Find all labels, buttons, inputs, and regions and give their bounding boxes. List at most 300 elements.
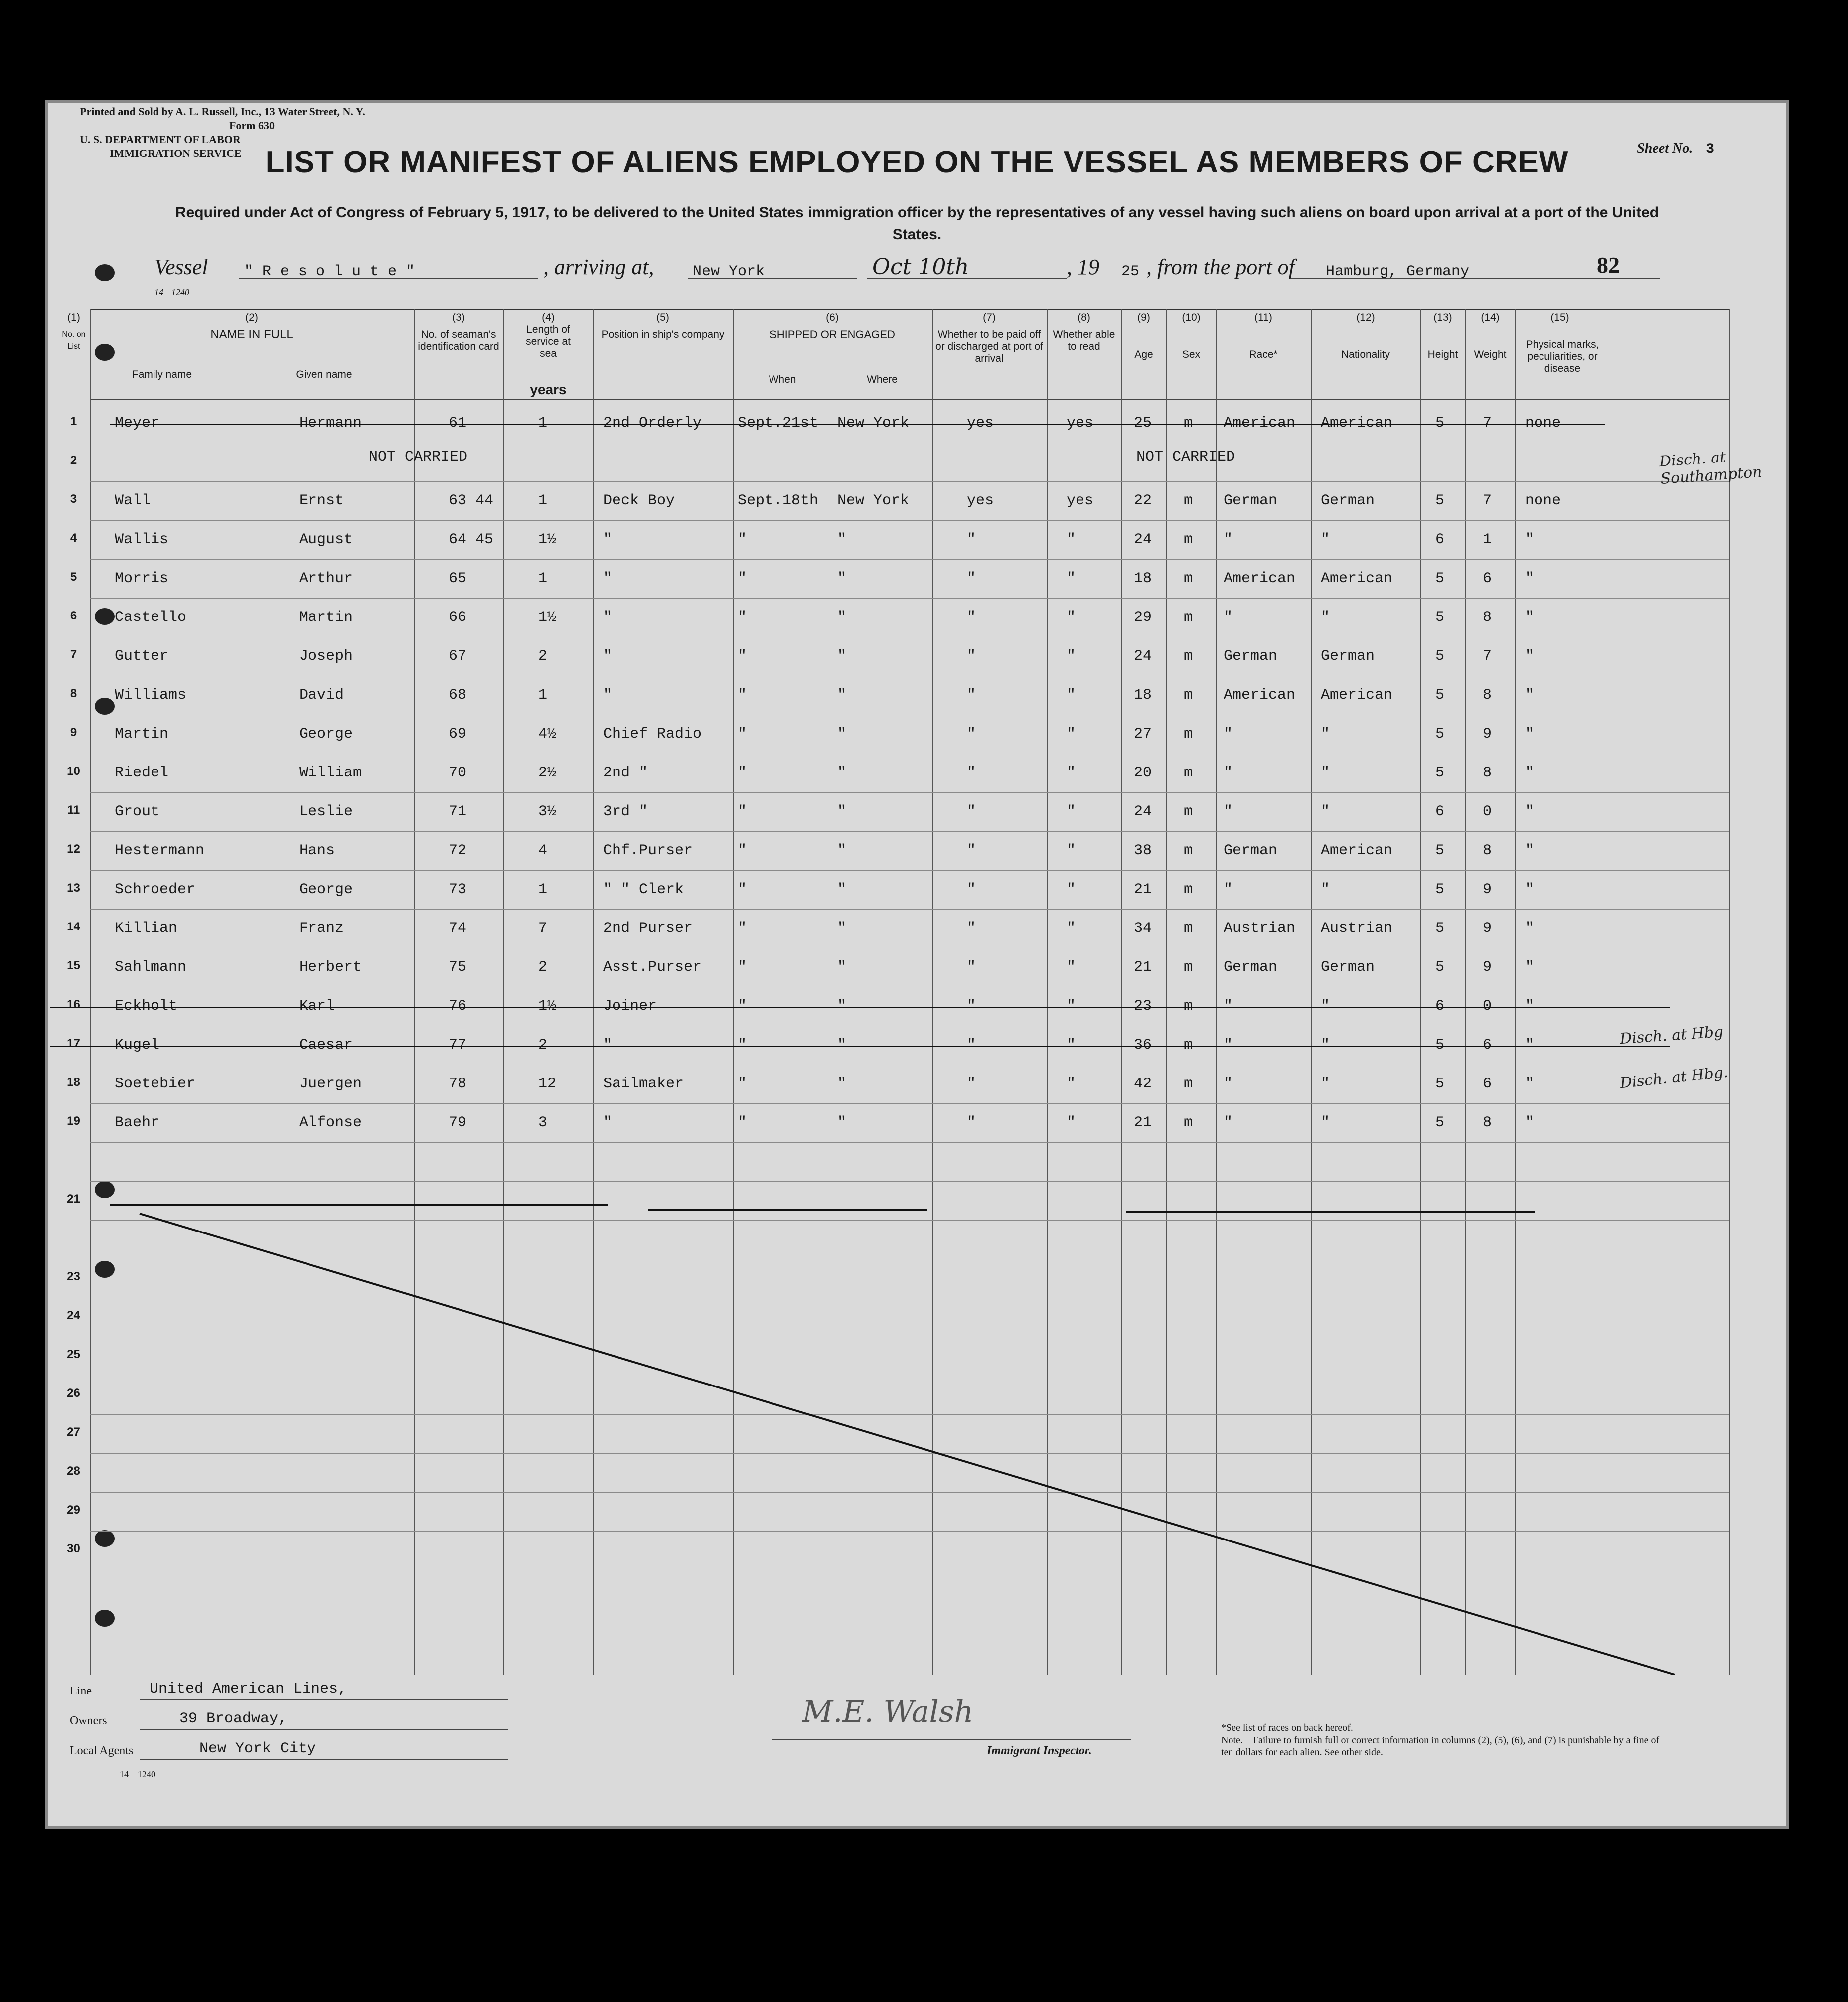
- cell-nationality: ": [1321, 531, 1330, 548]
- cell-service: 3: [538, 1114, 548, 1131]
- cell-when: ": [738, 726, 747, 743]
- cell-given: Arthur: [299, 570, 353, 587]
- cell-card: 61: [449, 415, 467, 432]
- line-value: United American Lines,: [150, 1681, 347, 1697]
- col-5-num: (5): [656, 312, 669, 323]
- cell-marks: ": [1525, 570, 1535, 587]
- cell-marks: ": [1525, 920, 1535, 937]
- col-4-num: (4): [542, 312, 555, 323]
- cell-family: Wall: [115, 492, 151, 509]
- cell-given: Herbert: [299, 959, 362, 976]
- col-3-num: (3): [452, 312, 465, 323]
- cell-card: 73: [449, 881, 467, 898]
- year-prefix: , 19: [1067, 255, 1099, 279]
- cell-marks: ": [1525, 531, 1535, 548]
- cell-paid: ": [967, 959, 976, 976]
- cell-position: Chief Radio: [603, 726, 702, 743]
- cell-paid: ": [967, 648, 976, 665]
- cell-paid: ": [967, 687, 976, 704]
- cell-family: Wallis: [115, 531, 169, 548]
- cell-h: 5: [1435, 570, 1445, 587]
- cell-family: Sahlmann: [115, 959, 187, 976]
- cell-service: 3½: [538, 803, 557, 820]
- arriving-rule: [688, 278, 857, 279]
- cell-age: 27: [1134, 726, 1152, 743]
- cell-card: 78: [449, 1076, 467, 1092]
- col-13-label: Height: [1427, 349, 1458, 360]
- cell-age: 24: [1134, 648, 1152, 665]
- cell-h: 5: [1435, 609, 1445, 626]
- cell-sex: m: [1184, 1037, 1193, 1054]
- margin-note-row16: Disch. at Hbg: [1619, 1023, 1724, 1048]
- col-8-label: Whether able to read: [1053, 329, 1115, 352]
- cell-paid: yes: [967, 415, 994, 432]
- cell-h: 5: [1435, 687, 1445, 704]
- cell-card: 74: [449, 920, 467, 937]
- cell-service: 1: [538, 881, 548, 898]
- col-7-label: Whether to be paid off or discharged at port of arrival: [935, 329, 1043, 364]
- cell-when: ": [738, 765, 747, 781]
- cell-paid: ": [967, 1037, 976, 1054]
- cell-age: 21: [1134, 959, 1152, 976]
- cell-position: Deck Boy: [603, 492, 675, 509]
- cell-w: 9: [1483, 959, 1492, 976]
- cell-w: 9: [1483, 920, 1492, 937]
- cell-h: 6: [1435, 803, 1445, 820]
- row-number: 26: [67, 1386, 80, 1400]
- cell-where: ": [837, 842, 847, 859]
- cell-service: 1½: [538, 531, 557, 548]
- cell-age: 29: [1134, 609, 1152, 626]
- cell-w: 9: [1483, 726, 1492, 743]
- row-number: 5: [70, 570, 77, 584]
- cell-card: 68: [449, 687, 467, 704]
- cell-family: Hestermann: [115, 842, 205, 859]
- cell-card: 64 45: [449, 531, 494, 548]
- cell-position: 2nd ": [603, 765, 648, 781]
- cell-age: 24: [1134, 531, 1152, 548]
- cell-marks: ": [1525, 803, 1535, 820]
- cell-service: 2½: [538, 765, 557, 781]
- col-12-label: Nationality: [1341, 349, 1390, 360]
- cell-sex: m: [1184, 765, 1193, 781]
- cell-given: Leslie: [299, 803, 353, 820]
- row-number: 28: [67, 1464, 80, 1478]
- col-11-num: (11): [1254, 312, 1272, 323]
- cell-age: 23: [1134, 998, 1152, 1015]
- cell-given: Juergen: [299, 1076, 362, 1092]
- row-number: 1: [70, 415, 77, 428]
- col-14-label: Weight: [1474, 349, 1507, 360]
- cell-nationality: German: [1321, 648, 1375, 665]
- cell-when: ": [738, 1037, 747, 1054]
- cell-age: 21: [1134, 1114, 1152, 1131]
- cell-where: ": [837, 1114, 847, 1131]
- cell-family: Williams: [115, 687, 187, 704]
- cell-marks: ": [1525, 765, 1535, 781]
- cell-given: David: [299, 687, 344, 704]
- cell-age: 25: [1134, 415, 1152, 432]
- owners-label: Owners: [70, 1714, 107, 1727]
- cell-where: ": [837, 998, 847, 1015]
- cell-sex: m: [1184, 492, 1193, 509]
- cell-age: 34: [1134, 920, 1152, 937]
- cell-where: ": [837, 648, 847, 665]
- cell-when: ": [738, 570, 747, 587]
- cell-card: 77: [449, 1037, 467, 1054]
- row-number: 30: [67, 1542, 80, 1555]
- cell-given: William: [299, 765, 362, 781]
- cell-race: ": [1224, 726, 1233, 743]
- cell-read: yes: [1067, 415, 1094, 432]
- row-number: 4: [70, 531, 77, 545]
- cell-position: ": [603, 1037, 613, 1054]
- vessel-label: Vessel: [154, 255, 208, 279]
- cell-service: 1½: [538, 609, 557, 626]
- cell-when: ": [738, 609, 747, 626]
- cell-service: 4: [538, 842, 548, 859]
- cell-position: ": [603, 648, 613, 665]
- cell-service: 2: [538, 648, 548, 665]
- cell-w: 1: [1483, 531, 1492, 548]
- form-number: Form 630: [229, 119, 275, 132]
- col-11-label: Race*: [1249, 349, 1278, 360]
- cell-family: Riedel: [115, 765, 169, 781]
- not-carried-right: NOT CARRIED: [1136, 449, 1235, 465]
- sheet-number-value: 3: [1706, 142, 1714, 157]
- cell-marks: ": [1525, 726, 1535, 743]
- cell-position: Asst.Purser: [603, 959, 702, 976]
- cell-race: ": [1224, 1076, 1233, 1092]
- col-10-label: Sex: [1182, 349, 1201, 360]
- cell-given: Karl: [299, 998, 335, 1015]
- date-rule: [867, 278, 1067, 279]
- cell-family: Castello: [115, 609, 187, 626]
- from-label: , from the port of: [1146, 255, 1295, 279]
- cell-card: 76: [449, 998, 467, 1015]
- cell-when: ": [738, 998, 747, 1015]
- cell-card: 69: [449, 726, 467, 743]
- cell-given: George: [299, 726, 353, 743]
- signature-rule: [772, 1739, 1131, 1740]
- col-4-label: Length of service at sea: [526, 324, 571, 359]
- cell-service: 12: [538, 1076, 557, 1092]
- cell-position: Joiner: [603, 998, 657, 1015]
- cell-marks: ": [1525, 1114, 1535, 1131]
- arrival-date: Oct 10th: [872, 254, 969, 280]
- col-6-where: Where: [867, 374, 898, 385]
- cell-h: 5: [1435, 1114, 1445, 1131]
- cell-when: ": [738, 959, 747, 976]
- cancellation-line: [90, 309, 1729, 1675]
- cell-read: ": [1067, 803, 1076, 820]
- cell-sex: m: [1184, 803, 1193, 820]
- cell-where: ": [837, 531, 847, 548]
- cell-marks: ": [1525, 609, 1535, 626]
- col-2-given: Given name: [296, 369, 352, 380]
- cell-given: Alfonse: [299, 1114, 362, 1131]
- cell-family: Martin: [115, 726, 169, 743]
- col-14-num: (14): [1481, 312, 1500, 323]
- col-10-num: (10): [1182, 312, 1201, 323]
- cell-w: 8: [1483, 1114, 1492, 1131]
- cell-service: 1: [538, 687, 548, 704]
- inspector-signature: M.E. Walsh: [802, 1694, 974, 1729]
- cell-race: ": [1224, 803, 1233, 820]
- cell-nationality: ": [1321, 1076, 1330, 1092]
- cell-where: ": [837, 881, 847, 898]
- cell-family: Schroeder: [115, 881, 196, 898]
- cell-h: 5: [1435, 492, 1445, 509]
- cell-nationality: ": [1321, 765, 1330, 781]
- cell-marks: ": [1525, 1076, 1535, 1092]
- cell-service: 4½: [538, 726, 557, 743]
- cell-where: ": [837, 1037, 847, 1054]
- cell-race: ": [1224, 1114, 1233, 1131]
- cell-marks: ": [1525, 881, 1535, 898]
- row-number: 13: [67, 881, 80, 895]
- cell-age: 20: [1134, 765, 1152, 781]
- cell-sex: m: [1184, 1076, 1193, 1092]
- cell-sex: m: [1184, 687, 1193, 704]
- col-9-num: (9): [1137, 312, 1150, 323]
- cell-where: New York: [837, 415, 910, 432]
- cell-when: ": [738, 1114, 747, 1131]
- owners-rule: [140, 1729, 508, 1730]
- col-7-num: (7): [983, 312, 996, 323]
- margin-note-row17: Disch. at Hbg.: [1619, 1063, 1729, 1092]
- cell-where: ": [837, 609, 847, 626]
- cell-sex: m: [1184, 609, 1193, 626]
- cell-when: ": [738, 881, 747, 898]
- cell-race: ": [1224, 609, 1233, 626]
- cell-where: ": [837, 726, 847, 743]
- vessel-rule: [239, 278, 538, 279]
- cell-paid: ": [967, 842, 976, 859]
- cell-service: 2: [538, 1037, 548, 1054]
- col-2-label: NAME IN FULL: [210, 328, 293, 341]
- cell-read: ": [1067, 1076, 1076, 1092]
- cell-h: 5: [1435, 842, 1445, 859]
- cell-sex: m: [1184, 570, 1193, 587]
- cell-w: 0: [1483, 803, 1492, 820]
- cell-h: 5: [1435, 726, 1445, 743]
- cell-race: ": [1224, 998, 1233, 1015]
- crew-table: [62, 309, 1729, 1675]
- cell-position: 3rd ": [603, 803, 648, 820]
- cell-given: Caesar: [299, 1037, 353, 1054]
- cell-nationality: American: [1321, 687, 1393, 704]
- cell-h: 6: [1435, 998, 1445, 1015]
- vessel-name: " R e s o l u t e ": [244, 263, 415, 280]
- row-number: 15: [67, 959, 80, 972]
- inspector-label: Immigrant Inspector.: [987, 1744, 1092, 1757]
- row-number: 9: [70, 726, 77, 739]
- cell-paid: ": [967, 765, 976, 781]
- col-2-num: (2): [245, 312, 258, 323]
- page-number: 82: [1597, 252, 1620, 278]
- cell-sex: m: [1184, 881, 1193, 898]
- sheet-number-label: Sheet No.: [1637, 141, 1693, 156]
- cell-family: Baehr: [115, 1114, 160, 1131]
- cell-given: Martin: [299, 609, 353, 626]
- cell-marks: ": [1525, 998, 1535, 1015]
- cell-age: 18: [1134, 570, 1152, 587]
- cell-nationality: ": [1321, 881, 1330, 898]
- cell-nationality: American: [1321, 570, 1393, 587]
- cell-paid: ": [967, 1076, 976, 1092]
- cell-nationality: American: [1321, 415, 1393, 432]
- cell-nationality: ": [1321, 803, 1330, 820]
- col-1-num: (1): [67, 312, 80, 323]
- cell-read: ": [1067, 570, 1076, 587]
- cell-read: ": [1067, 920, 1076, 937]
- cell-family: Grout: [115, 803, 160, 820]
- cell-paid: yes: [967, 492, 994, 509]
- cell-given: August: [299, 531, 353, 548]
- col-1-label: No. on List: [62, 330, 86, 351]
- col-6-num: (6): [826, 312, 839, 323]
- cell-w: 0: [1483, 998, 1492, 1015]
- cell-paid: ": [967, 920, 976, 937]
- cell-paid: ": [967, 609, 976, 626]
- cell-race: German: [1224, 959, 1278, 976]
- cell-given: Joseph: [299, 648, 353, 665]
- cell-position: 2nd Purser: [603, 920, 693, 937]
- cell-when: ": [738, 687, 747, 704]
- row-number: 8: [70, 687, 77, 700]
- page-title: LIST OR MANIFEST OF ALIENS EMPLOYED ON THE VESSEL AS MEMBERS OF CREW: [265, 145, 1569, 179]
- agents-rule: [140, 1759, 508, 1760]
- cell-family: Killian: [115, 920, 178, 937]
- cell-w: 8: [1483, 687, 1492, 704]
- cell-h: 5: [1435, 881, 1445, 898]
- cell-where: ": [837, 1076, 847, 1092]
- row-number: 3: [70, 492, 77, 506]
- cell-age: 42: [1134, 1076, 1152, 1092]
- cell-nationality: American: [1321, 842, 1393, 859]
- cell-card: 70: [449, 765, 467, 781]
- cell-card: 63 44: [449, 492, 494, 509]
- cell-race: ": [1224, 1037, 1233, 1054]
- cell-race: German: [1224, 842, 1278, 859]
- row-number: 14: [67, 920, 80, 933]
- row-number: 6: [70, 609, 77, 622]
- cell-h: 5: [1435, 1037, 1445, 1054]
- cell-marks: ": [1525, 648, 1535, 665]
- cell-read: ": [1067, 765, 1076, 781]
- agents-label: Local Agents: [70, 1744, 134, 1757]
- cell-position: ": [603, 609, 613, 626]
- service-name: IMMIGRATION SERVICE: [110, 147, 242, 159]
- cell-w: 7: [1483, 492, 1492, 509]
- cell-sex: m: [1184, 920, 1193, 937]
- col-15-label: Physical marks, peculiarities, or disease: [1526, 339, 1599, 374]
- cell-race: American: [1224, 570, 1296, 587]
- row-number: 27: [67, 1425, 80, 1439]
- col-13-num: (13): [1433, 312, 1452, 323]
- cell-age: 24: [1134, 803, 1152, 820]
- cell-age: 22: [1134, 492, 1152, 509]
- cell-w: 6: [1483, 570, 1492, 587]
- cell-card: 75: [449, 959, 467, 976]
- cell-card: 65: [449, 570, 467, 587]
- cell-h: 5: [1435, 765, 1445, 781]
- cell-card: 79: [449, 1114, 467, 1131]
- department-name: U. S. DEPARTMENT OF LABOR: [80, 133, 241, 146]
- cell-h: 5: [1435, 920, 1445, 937]
- cell-where: ": [837, 803, 847, 820]
- cell-age: 38: [1134, 842, 1152, 859]
- cell-h: 5: [1435, 648, 1445, 665]
- cell-when: Sept.18th: [738, 492, 819, 509]
- cell-marks: none: [1525, 492, 1561, 509]
- cell-position: Chf.Purser: [603, 842, 693, 859]
- cell-nationality: ": [1321, 1037, 1330, 1054]
- cell-marks: ": [1525, 842, 1535, 859]
- cell-sex: m: [1184, 959, 1193, 976]
- cell-marks: ": [1525, 1037, 1535, 1054]
- cell-race: German: [1224, 648, 1278, 665]
- cell-read: ": [1067, 959, 1076, 976]
- cell-read: ": [1067, 726, 1076, 743]
- from-rule: [1291, 278, 1660, 279]
- cell-paid: ": [967, 881, 976, 898]
- cell-family: Eckholt: [115, 998, 178, 1015]
- cell-when: ": [738, 803, 747, 820]
- cell-read: ": [1067, 998, 1076, 1015]
- cell-sex: m: [1184, 842, 1193, 859]
- cell-nationality: ": [1321, 1114, 1330, 1131]
- cell-race: ": [1224, 531, 1233, 548]
- cell-nationality: ": [1321, 998, 1330, 1015]
- footnote-penalty: Note.—Failure to furnish full or correct information in columns (2), (5), (6), and (7) is punishable by a fine of ten dollars for each alien. See other side.: [1221, 1735, 1660, 1758]
- cell-paid: ": [967, 531, 976, 548]
- cell-w: 7: [1483, 415, 1492, 432]
- cell-when: Sept.21st: [738, 415, 819, 432]
- cell-where: ": [837, 959, 847, 976]
- footer-form-code: 14—1240: [120, 1769, 155, 1779]
- cell-position: ": [603, 570, 613, 587]
- cell-nationality: German: [1321, 959, 1375, 976]
- cell-w: 8: [1483, 842, 1492, 859]
- cell-race: American: [1224, 687, 1296, 704]
- from-port: Hamburg, Germany: [1326, 263, 1470, 280]
- cell-nationality: ": [1321, 609, 1330, 626]
- cell-position: ": [603, 531, 613, 548]
- cell-when: ": [738, 531, 747, 548]
- cell-position: Sailmaker: [603, 1076, 684, 1092]
- cell-paid: ": [967, 1114, 976, 1131]
- arriving-port: New York: [693, 263, 765, 280]
- cell-card: 71: [449, 803, 467, 820]
- cell-w: 8: [1483, 609, 1492, 626]
- page-subtitle: Required under Act of Congress of February 5, 1917, to be delivered to the United States immigration officer by the representatives of any vessel having such aliens on board upon arrival at a port of the United States.: [175, 204, 1659, 243]
- cell-marks: none: [1525, 415, 1561, 432]
- row-number: 18: [67, 1076, 80, 1089]
- cell-when: ": [738, 842, 747, 859]
- cell-read: ": [1067, 531, 1076, 548]
- cell-read: ": [1067, 1037, 1076, 1054]
- cell-read: ": [1067, 1114, 1076, 1131]
- cell-service: 1½: [538, 998, 557, 1015]
- cell-read: ": [1067, 881, 1076, 898]
- cell-paid: ": [967, 570, 976, 587]
- col-9-label: Age: [1134, 349, 1153, 360]
- cell-given: Franz: [299, 920, 344, 937]
- cell-age: 18: [1134, 687, 1152, 704]
- footnote-races: *See list of races on back hereof.: [1221, 1722, 1353, 1733]
